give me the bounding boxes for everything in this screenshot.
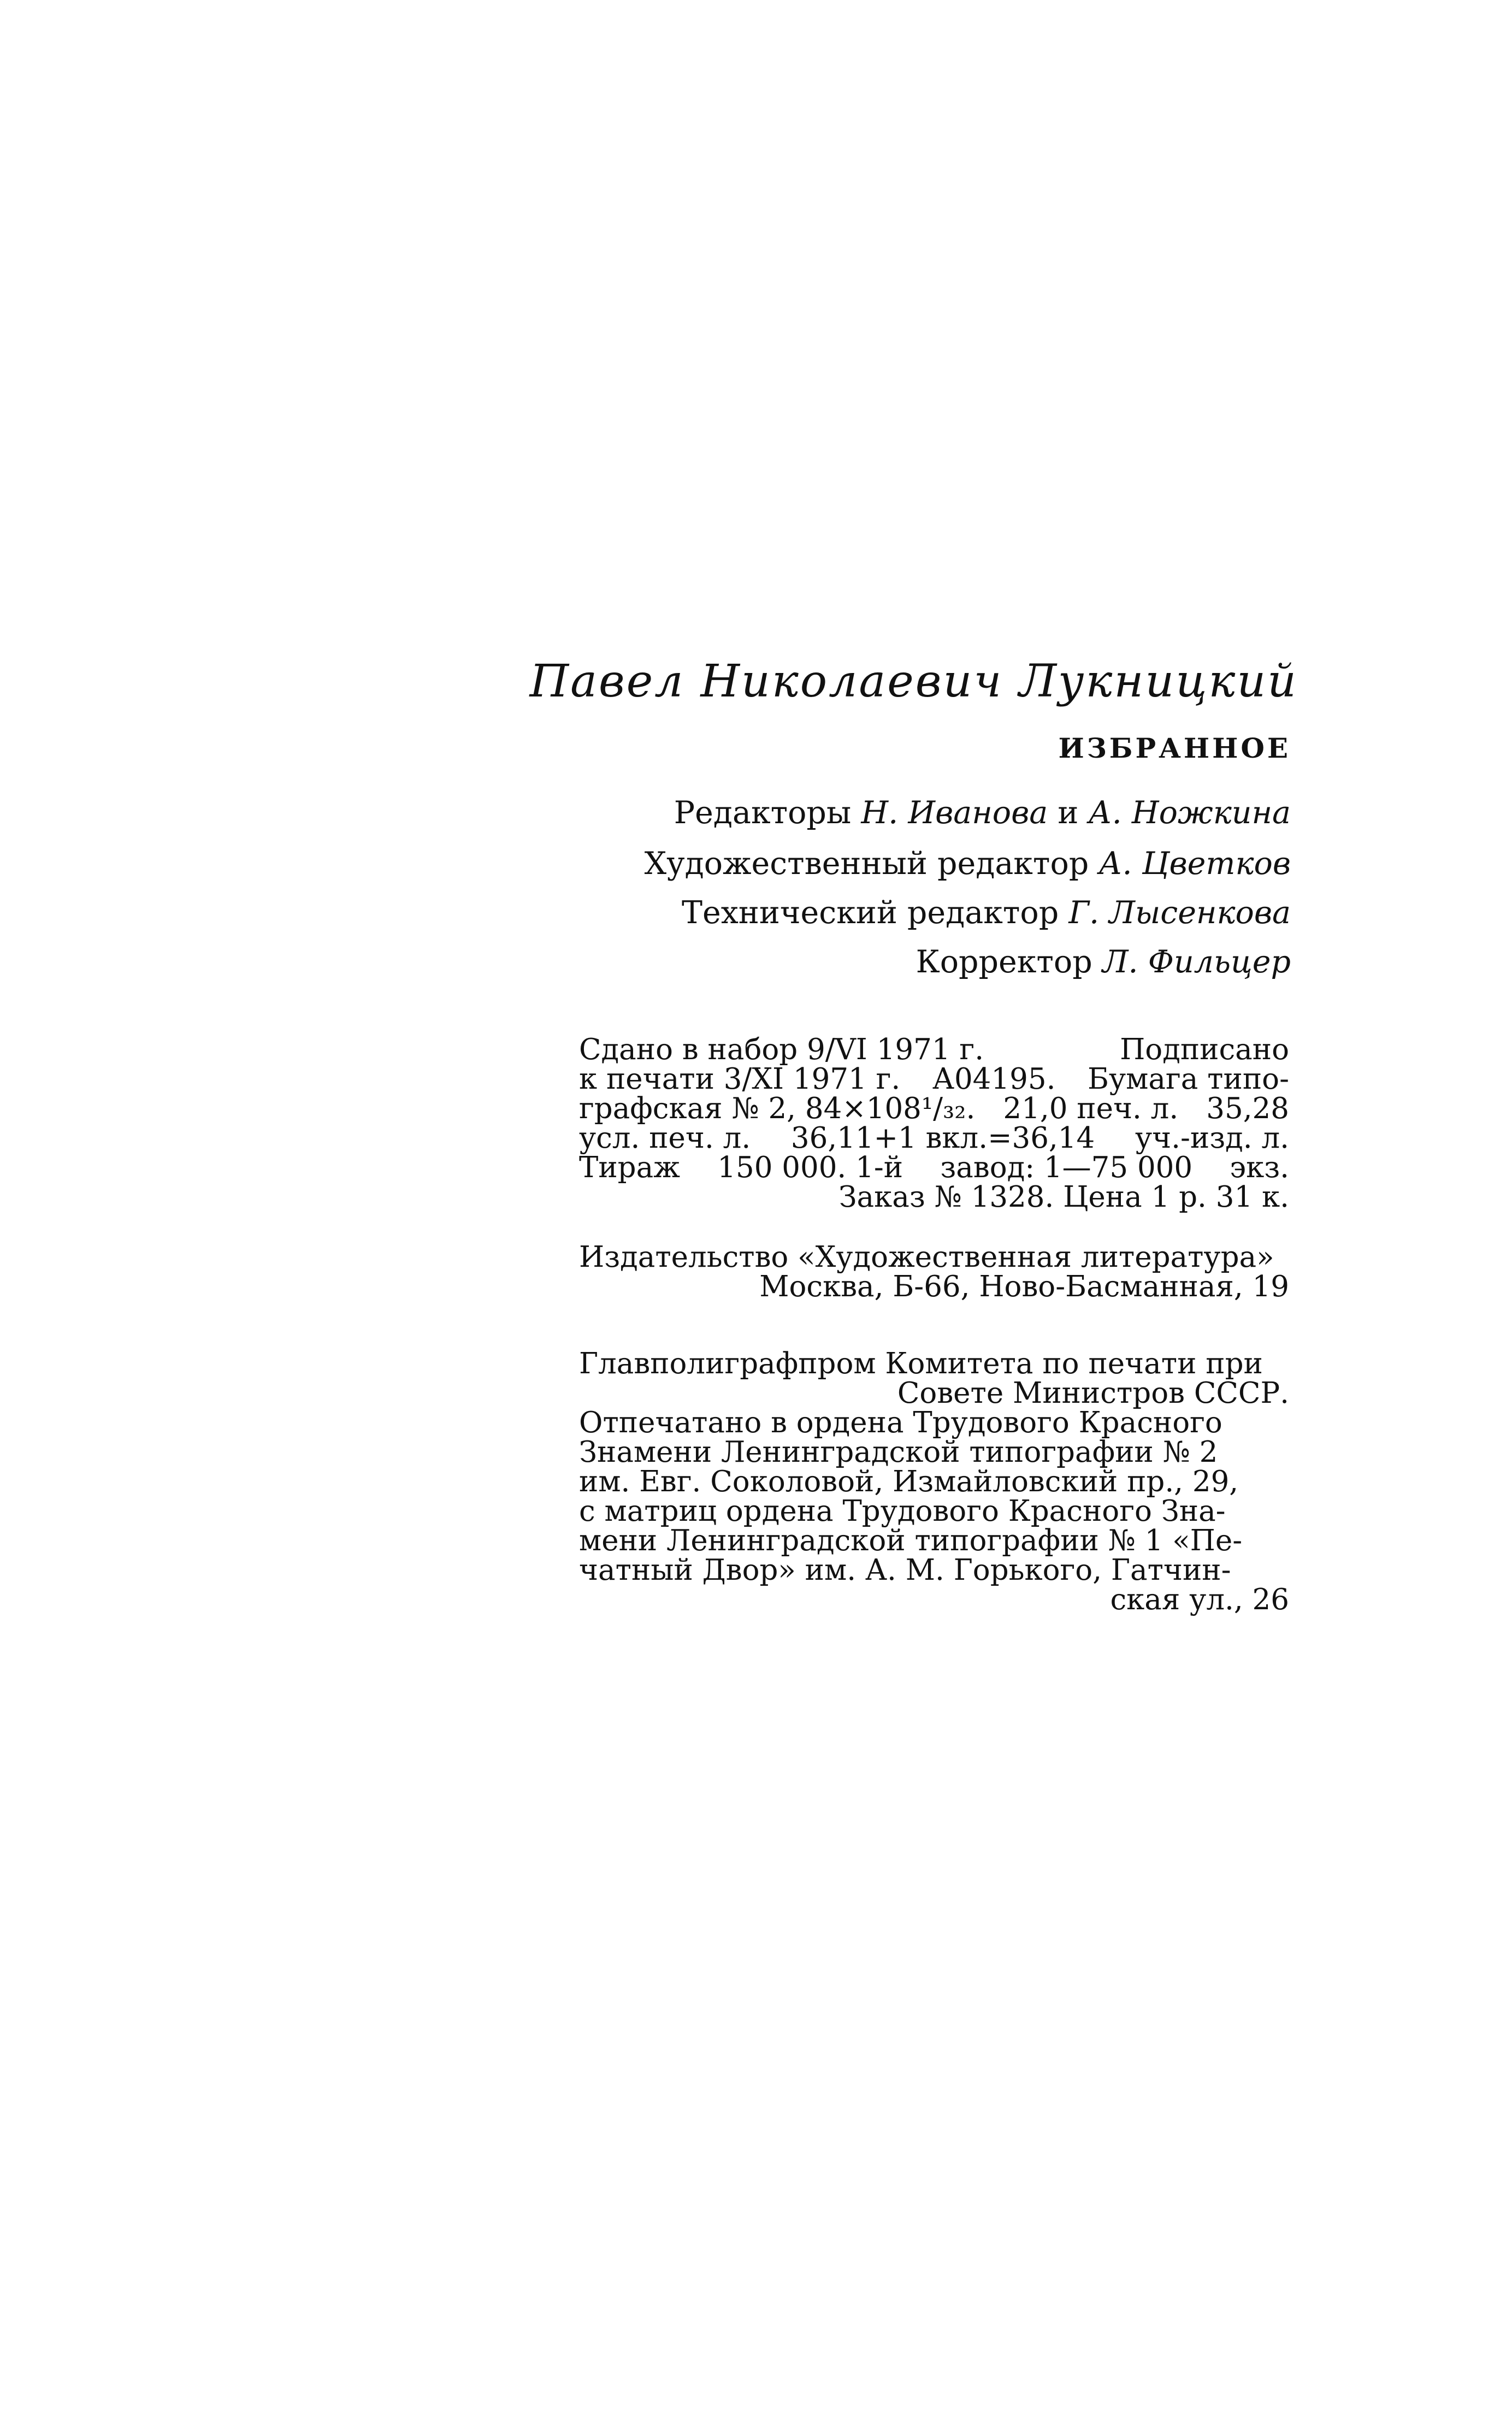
credit-proofreader (916, 944, 1291, 980)
printer-line: Главполиграфпром Комитета по печати при (579, 1347, 1263, 1380)
printer-line: чатный Двор» им. А. М. Горького, Гатчин- (579, 1554, 1231, 1587)
print-line: графская № 2, 84×108¹/₃₂. 21,0 печ. л. 35,28 (579, 1092, 1289, 1125)
printer-line: Совете Министров СССР. (897, 1377, 1289, 1410)
credit-conjunction: и (1048, 795, 1089, 831)
print-line: Тираж 150 000. 1-й завод: 1—75 000 экз. (579, 1151, 1289, 1184)
print-line: Заказ № 1328. Цена 1 р. 31 к. (838, 1180, 1289, 1214)
printer-line: Знамени Ленинградской типографии № 2 (579, 1436, 1218, 1469)
credit-art-editor (645, 846, 1291, 882)
printer-line: мени Ленинградской типографии № 1 «Пе- (579, 1524, 1243, 1557)
credit-name: Л. Фильцер (1102, 944, 1291, 980)
book-title: ИЗБРАННОЕ (1058, 732, 1291, 764)
print-line: усл. печ. л. 36,11+1 вкл.=36,14 уч.-изд. л. (579, 1121, 1289, 1155)
printer-line: ская ул., 26 (1110, 1583, 1289, 1616)
credit-tech-editor (682, 895, 1291, 931)
credit-role: Корректор (916, 944, 1102, 980)
credit-name: Н. Иванова (861, 795, 1048, 831)
credit-name: А. Ножкина (1088, 795, 1291, 831)
credit-editors (674, 795, 1291, 831)
author-name: Павел Николаевич Лукницкий (529, 656, 1298, 707)
publisher-name: Издательство «Художественная литература» (579, 1241, 1274, 1274)
print-line: к печати 3/XI 1971 г. А04195. Бумага типо- (579, 1062, 1289, 1096)
printer-line: Отпечатано в ордена Трудового Красного (579, 1406, 1222, 1439)
credit-name: Г. Лысенкова (1068, 895, 1291, 931)
publisher-block (579, 1243, 1289, 1302)
print-line: Сдано в набор 9/VI 1971 г. Подписано (579, 1033, 1289, 1066)
credit-role: Технический редактор (681, 895, 1069, 931)
credit-role: Редакторы (674, 795, 861, 831)
printer-line: им. Евг. Соколовой, Измайловский пр., 29, (579, 1465, 1239, 1498)
credit-name: А. Цветков (1098, 846, 1291, 882)
print-info-block (579, 1035, 1289, 1212)
publisher-address: Москва, Б-66, Ново-Басманная, 19 (759, 1270, 1289, 1303)
printer-block (579, 1349, 1289, 1615)
printer-line: с матриц ордена Трудового Красного Зна- (579, 1495, 1226, 1528)
credit-role: Художественный редактор (644, 846, 1099, 882)
